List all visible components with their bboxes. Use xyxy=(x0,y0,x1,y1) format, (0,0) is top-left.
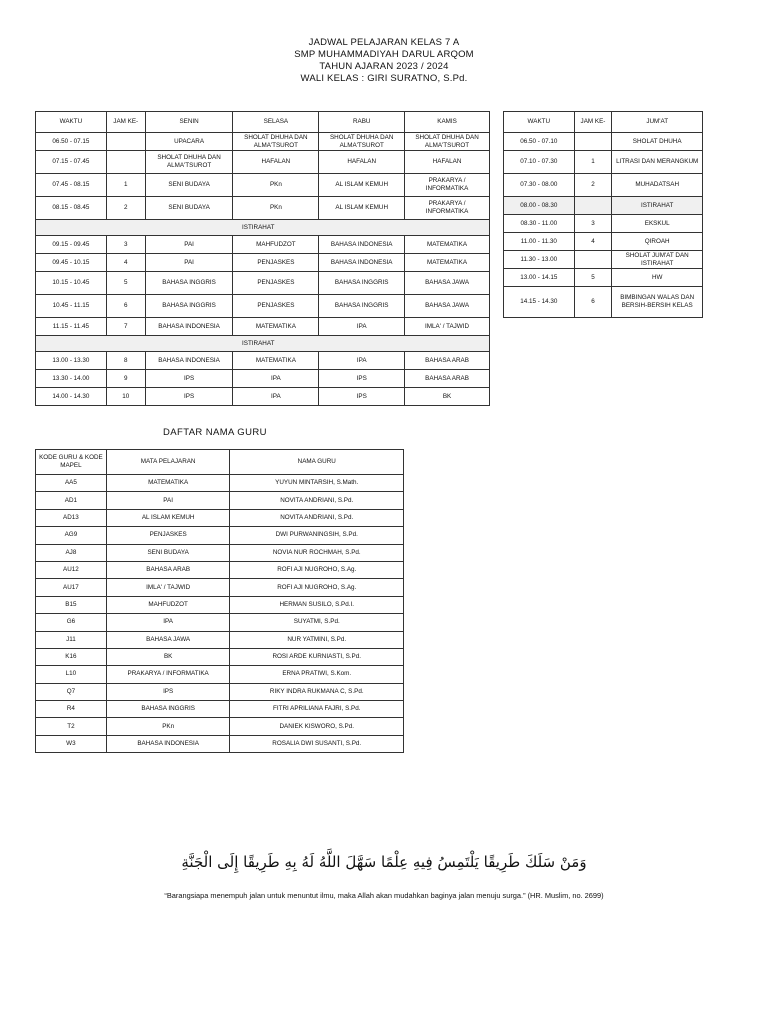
friday-row xyxy=(504,251,703,269)
friday-row xyxy=(504,197,703,215)
schedule-cell: 13.30 - 14.00 xyxy=(36,370,107,388)
teacher-cell: W3 xyxy=(36,735,107,752)
schedule-cell: 6 xyxy=(106,295,145,318)
teacher-cell: IMLA' / TAJWID xyxy=(106,579,230,596)
schedule-cell: IPS xyxy=(319,370,405,388)
schedule-cell: IPA xyxy=(319,318,405,336)
schedule-cell: PRAKARYA / INFORMATIKA xyxy=(405,197,490,220)
column-header: KAMIS xyxy=(405,112,490,133)
schedule-cell: 6 xyxy=(574,287,612,318)
column-header: WAKTU xyxy=(504,112,575,133)
teacher-cell: YUYUN MINTARSIH, S.Math. xyxy=(230,475,404,492)
schedule-cell: IPA xyxy=(233,370,319,388)
teacher-cell: PENJASKES xyxy=(106,527,230,544)
teacher-cell: T2 xyxy=(36,718,107,735)
schedule-cell: PKn xyxy=(233,197,319,220)
schedule-cell: 11.15 - 11.45 xyxy=(36,318,107,336)
teacher-row xyxy=(36,614,404,631)
teacher-cell: AD1 xyxy=(36,492,107,509)
schedule-cell xyxy=(574,197,612,215)
main-schedule-table xyxy=(35,111,490,406)
schedule-cell: 4 xyxy=(574,233,612,251)
schedule-cell: SHOLAT DHUHA DAN ALMA'TSUROT xyxy=(405,133,490,151)
schedule-cell: 2 xyxy=(574,174,612,197)
schedule-cell: BAHASA INDONESIA xyxy=(319,236,405,254)
schedule-row xyxy=(36,272,490,295)
schedule-cell: BAHASA INDONESIA xyxy=(145,318,233,336)
teacher-cell: HERMAN SUSILO, S.Pd.I. xyxy=(230,596,404,613)
schedule-cell: BK xyxy=(405,388,490,406)
schedule-cell: 5 xyxy=(574,269,612,287)
break-label: ISTIRAHAT xyxy=(36,220,490,236)
teacher-cell: DANIEK KISWORO, S.Pd. xyxy=(230,718,404,735)
teacher-cell: IPA xyxy=(106,614,230,631)
teacher-cell: DWI PURWANINGSIH, S.Pd. xyxy=(230,527,404,544)
schedule-cell: IPA xyxy=(319,352,405,370)
teacher-cell: ROSI ARDE KURNIASTI, S.Pd. xyxy=(230,648,404,665)
teacher-cell: PAI xyxy=(106,492,230,509)
teacher-cell: B15 xyxy=(36,596,107,613)
teacher-cell: SUYATMI, S.Pd. xyxy=(230,614,404,631)
schedule-cell: BAHASA ARAB xyxy=(405,352,490,370)
teacher-cell: L10 xyxy=(36,666,107,683)
schedule-cell: 3 xyxy=(574,215,612,233)
teacher-row xyxy=(36,509,404,526)
schedule-cell: 07.30 - 08.00 xyxy=(504,174,575,197)
teacher-cell: NOVIA NUR ROCHMAH, S.Pd. xyxy=(230,544,404,561)
schedule-cell: 09.15 - 09.45 xyxy=(36,236,107,254)
teacher-cell: BAHASA INDONESIA xyxy=(106,735,230,752)
teacher-cell: Q7 xyxy=(36,683,107,700)
schedule-cell xyxy=(574,251,612,269)
schedule-cell: AL ISLAM KEMUH xyxy=(319,174,405,197)
column-header: JAM KE- xyxy=(574,112,612,133)
schedule-cell: 1 xyxy=(574,151,612,174)
teacher-cell: J11 xyxy=(36,631,107,648)
teacher-cell: BAHASA INGGRIS xyxy=(106,701,230,718)
column-header: JAM KE- xyxy=(106,112,145,133)
title-line-3: TAHUN AJARAN 2023 / 2024 xyxy=(319,61,449,72)
teacher-list-title: DAFTAR NAMA GURU xyxy=(163,427,267,438)
schedule-cell: 06.50 - 07.15 xyxy=(36,133,107,151)
teacher-cell: AG9 xyxy=(36,527,107,544)
teacher-cell: ROFI AJI NUGROHO, S.Ag. xyxy=(230,561,404,578)
schedule-cell: UPACARA xyxy=(145,133,233,151)
schedule-cell: BAHASA INGGRIS xyxy=(319,272,405,295)
schedule-cell: 8 xyxy=(106,352,145,370)
schedule-cell: BAHASA INGGRIS xyxy=(319,295,405,318)
schedule-cell: SENI BUDAYA xyxy=(145,174,233,197)
teacher-cell: PRAKARYA / INFORMATIKA xyxy=(106,666,230,683)
teacher-row xyxy=(36,631,404,648)
schedule-cell: MATEMATIKA xyxy=(405,236,490,254)
schedule-cell: PRAKARYA / INFORMATIKA xyxy=(405,174,490,197)
teacher-cell: IPS xyxy=(106,683,230,700)
schedule-cell: 5 xyxy=(106,272,145,295)
schedule-cell: LITRASI DAN MERANGKUM xyxy=(612,151,703,174)
teacher-cell: PKn xyxy=(106,718,230,735)
column-header: SENIN xyxy=(145,112,233,133)
teacher-cell: ROFI AJI NUGROHO, S.Ag. xyxy=(230,579,404,596)
schedule-cell: SHOLAT DHUHA DAN ALMA'TSUROT xyxy=(319,133,405,151)
title-line-2: SMP MUHAMMADIYAH DARUL ARQOM xyxy=(294,49,474,60)
schedule-cell: PENJASKES xyxy=(233,295,319,318)
teacher-row xyxy=(36,718,404,735)
schedule-row xyxy=(36,197,490,220)
schedule-row xyxy=(36,295,490,318)
teacher-cell: ERNA PRATIWI, S.Kom. xyxy=(230,666,404,683)
teacher-row xyxy=(36,701,404,718)
schedule-row xyxy=(36,133,490,151)
friday-schedule-table xyxy=(503,111,703,318)
teacher-cell: RIKY INDRA RUKMANA C, S.Pd. xyxy=(230,683,404,700)
break-label: ISTIRAHAT xyxy=(36,336,490,352)
schedule-cell: 7 xyxy=(106,318,145,336)
schedule-cell: 07.10 - 07.30 xyxy=(504,151,575,174)
schedule-cell: 13.00 - 13.30 xyxy=(36,352,107,370)
schedule-cell: HAFALAN xyxy=(233,151,319,174)
teacher-cell: SENI BUDAYA xyxy=(106,544,230,561)
schedule-row xyxy=(36,388,490,406)
column-header: RABU xyxy=(319,112,405,133)
schedule-cell: ISTIRAHAT xyxy=(612,197,703,215)
teacher-row xyxy=(36,596,404,613)
schedule-cell: 2 xyxy=(106,197,145,220)
teacher-table xyxy=(35,449,404,753)
schedule-cell: BAHASA INDONESIA xyxy=(319,254,405,272)
teacher-cell: AL ISLAM KEMUH xyxy=(106,509,230,526)
schedule-cell: BAHASA JAWA xyxy=(405,272,490,295)
friday-row xyxy=(504,215,703,233)
schedule-cell: PAI xyxy=(145,254,233,272)
teacher-row xyxy=(36,735,404,752)
schedule-cell: 4 xyxy=(106,254,145,272)
teacher-row xyxy=(36,683,404,700)
friday-row xyxy=(504,269,703,287)
schedule-cell: MUHADATSAH xyxy=(612,174,703,197)
break-row xyxy=(36,336,490,352)
schedule-row xyxy=(36,352,490,370)
schedule-cell xyxy=(106,151,145,174)
title-line-1: JADWAL PELAJARAN KELAS 7 A xyxy=(308,37,460,48)
teacher-cell: NOVITA ANDRIANI, S.Pd. xyxy=(230,492,404,509)
schedule-cell: 9 xyxy=(106,370,145,388)
schedule-cell: 10.45 - 11.15 xyxy=(36,295,107,318)
column-header: KODE GURU & KODE MAPEL xyxy=(36,450,107,475)
schedule-cell: 1 xyxy=(106,174,145,197)
schedule-cell: SHOLAT DHUHA xyxy=(612,133,703,151)
schedule-cell: 10 xyxy=(106,388,145,406)
teacher-row xyxy=(36,561,404,578)
schedule-cell: PAI xyxy=(145,236,233,254)
schedule-cell: 08.00 - 08.30 xyxy=(504,197,575,215)
teacher-cell: AA5 xyxy=(36,475,107,492)
teacher-row xyxy=(36,579,404,596)
teacher-cell: BAHASA ARAB xyxy=(106,561,230,578)
schedule-cell: BAHASA INDONESIA xyxy=(145,352,233,370)
column-header: WAKTU xyxy=(36,112,107,133)
schedule-row xyxy=(36,318,490,336)
schedule-cell: HW xyxy=(612,269,703,287)
schedule-cell: HAFALAN xyxy=(319,151,405,174)
schedule-cell: IPS xyxy=(145,388,233,406)
hadith-translation: “Barangsiapa menempuh jalan untuk menuntut ilmu, maka Allah akan mudahkan baginya jalan menuju surga.” (HR. Muslim, no. 2699) xyxy=(164,891,604,900)
schedule-row xyxy=(36,151,490,174)
schedule-cell: 09.45 - 10.15 xyxy=(36,254,107,272)
arabic-hadith: وَمَنْ سَلَكَ طَرِيقًا يَلْتَمِسُ فِيهِ عِلْمًا سَهَّلَ اللَّهُ لَهُ بِهِ طَرِيقًا إِلَى الْجَنَّةِ xyxy=(181,853,587,871)
schedule-cell: 11.00 - 11.30 xyxy=(504,233,575,251)
schedule-row xyxy=(36,174,490,197)
schedule-cell: IPS xyxy=(319,388,405,406)
teacher-cell: AD13 xyxy=(36,509,107,526)
friday-row xyxy=(504,287,703,318)
schedule-cell: IPS xyxy=(145,370,233,388)
schedule-cell: PENJASKES xyxy=(233,272,319,295)
teacher-cell: MATEMATIKA xyxy=(106,475,230,492)
schedule-cell: 14.15 - 14.30 xyxy=(504,287,575,318)
schedule-cell: MATEMATIKA xyxy=(405,254,490,272)
teacher-row xyxy=(36,648,404,665)
teacher-row xyxy=(36,475,404,492)
schedule-cell: 08.30 - 11.00 xyxy=(504,215,575,233)
teacher-row xyxy=(36,492,404,509)
schedule-row xyxy=(36,254,490,272)
teacher-cell: AU12 xyxy=(36,561,107,578)
schedule-row xyxy=(36,370,490,388)
teacher-cell: K16 xyxy=(36,648,107,665)
schedule-cell: EKSKUL xyxy=(612,215,703,233)
schedule-cell xyxy=(106,133,145,151)
title-line-4: WALI KELAS : GIRI SURATNO, S.Pd. xyxy=(300,73,468,84)
schedule-cell: AL ISLAM KEMUH xyxy=(319,197,405,220)
schedule-cell: 07.45 - 08.15 xyxy=(36,174,107,197)
schedule-cell: 07.15 - 07.45 xyxy=(36,151,107,174)
schedule-cell: 06.50 - 07.10 xyxy=(504,133,575,151)
schedule-cell: SENI BUDAYA xyxy=(145,197,233,220)
schedule-cell: HAFALAN xyxy=(405,151,490,174)
schedule-cell: 14.00 - 14.30 xyxy=(36,388,107,406)
teacher-cell: NOVITA ANDRIANI, S.Pd. xyxy=(230,509,404,526)
teacher-row xyxy=(36,666,404,683)
friday-row xyxy=(504,233,703,251)
teacher-cell: R4 xyxy=(36,701,107,718)
column-header: SELASA xyxy=(233,112,319,133)
schedule-cell: SHOLAT JUM'AT DAN ISTIRAHAT xyxy=(612,251,703,269)
schedule-cell: 13.00 - 14.15 xyxy=(504,269,575,287)
schedule-cell: PKn xyxy=(233,174,319,197)
schedule-cell: PENJASKES xyxy=(233,254,319,272)
schedule-cell: BAHASA INGGRIS xyxy=(145,272,233,295)
column-header: MATA PELAJARAN xyxy=(106,450,230,475)
teacher-cell: NUR YATMINI, S.Pd. xyxy=(230,631,404,648)
schedule-cell xyxy=(574,133,612,151)
schedule-cell: SHOLAT DHUHA DAN ALMA'TSUROT xyxy=(233,133,319,151)
schedule-cell: MATEMATIKA xyxy=(233,318,319,336)
teacher-row xyxy=(36,544,404,561)
teacher-cell: MAHFUDZOT xyxy=(106,596,230,613)
schedule-row xyxy=(36,236,490,254)
document-header xyxy=(0,37,768,85)
schedule-cell: BAHASA INGGRIS xyxy=(145,295,233,318)
friday-row xyxy=(504,133,703,151)
teacher-cell: BAHASA JAWA xyxy=(106,631,230,648)
schedule-cell: SHOLAT DHUHA DAN ALMA'TSUROT xyxy=(145,151,233,174)
friday-row xyxy=(504,151,703,174)
column-header: NAMA GURU xyxy=(230,450,404,475)
schedule-cell: 11.30 - 13.00 xyxy=(504,251,575,269)
break-row xyxy=(36,220,490,236)
schedule-cell: 10.15 - 10.45 xyxy=(36,272,107,295)
teacher-cell: ROSALIA DWI SUSANTI, S.Pd. xyxy=(230,735,404,752)
schedule-cell: BAHASA JAWA xyxy=(405,295,490,318)
schedule-cell: MAHFUDZOT xyxy=(233,236,319,254)
schedule-cell: BAHASA ARAB xyxy=(405,370,490,388)
teacher-cell: G6 xyxy=(36,614,107,631)
teacher-cell: AJ8 xyxy=(36,544,107,561)
column-header: JUM'AT xyxy=(612,112,703,133)
teacher-row xyxy=(36,527,404,544)
teacher-cell: FITRI APRILIANA FAJRI, S.Pd. xyxy=(230,701,404,718)
schedule-cell: IPA xyxy=(233,388,319,406)
schedule-cell: 08.15 - 08.45 xyxy=(36,197,107,220)
schedule-cell: BIMBINGAN WALAS DAN BERSIH-BERSIH KELAS xyxy=(612,287,703,318)
teacher-cell: AU17 xyxy=(36,579,107,596)
schedule-cell: MATEMATIKA xyxy=(233,352,319,370)
schedule-cell: 3 xyxy=(106,236,145,254)
schedule-cell: QIROAH xyxy=(612,233,703,251)
friday-row xyxy=(504,174,703,197)
schedule-cell: IMLA' / TAJWID xyxy=(405,318,490,336)
teacher-cell: BK xyxy=(106,648,230,665)
